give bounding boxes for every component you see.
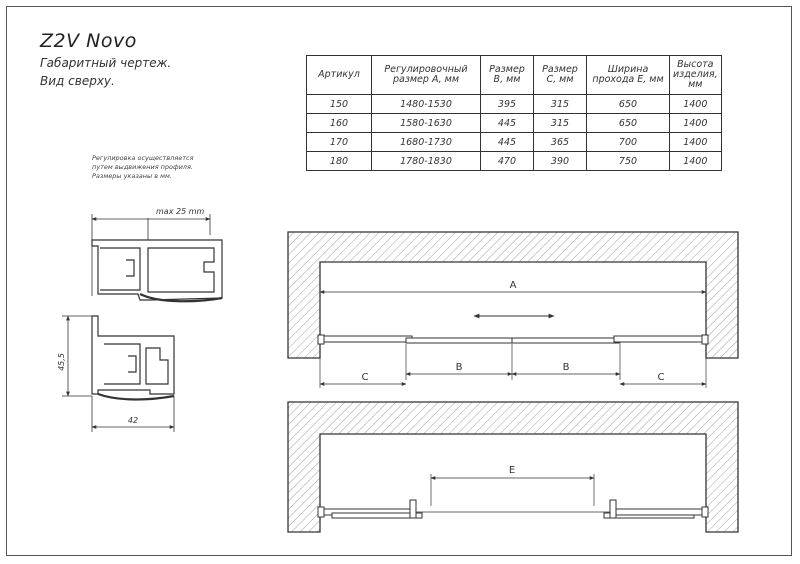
cell-passage-e: 650 [587, 114, 670, 133]
fixed-panel-right [614, 336, 706, 342]
plan-view-open [288, 402, 738, 532]
cell-size-c: 315 [534, 95, 587, 114]
cell-article: 170 [307, 133, 372, 152]
adjustment-note-line-3: Размеры указаны в мм. [92, 172, 172, 180]
drawing-title: Z2V Novo [40, 30, 137, 52]
cell-height: 1400 [670, 152, 722, 171]
cell-size-a: 1580-1630 [372, 114, 481, 133]
profile-outline [92, 316, 174, 394]
cell-article: 180 [307, 152, 372, 171]
profile-clip [128, 356, 136, 372]
cell-size-b: 470 [481, 152, 534, 171]
cell-size-b: 445 [481, 114, 534, 133]
label-c-right: C [657, 372, 665, 383]
col-size-a: Регулировочный размер A, мм [372, 56, 481, 95]
drawing-view-label: Вид сверху. [40, 74, 115, 88]
cell-size-a: 1480-1530 [372, 95, 481, 114]
profile-inner [104, 344, 140, 384]
col-article: Артикул [307, 56, 372, 95]
wall-profile-right [702, 335, 708, 344]
profile-outline [92, 240, 222, 300]
col-size-b: Размер B, мм [481, 56, 534, 95]
label-e: E [508, 465, 516, 476]
label-max: max 25 mm [156, 207, 205, 216]
door-panel-right [512, 338, 620, 343]
cell-passage-e: 750 [587, 152, 670, 171]
wall-profile-left [318, 335, 324, 344]
profile-section-top [92, 214, 222, 301]
adjustment-note-line-2: путем выдвижения профиля. [92, 163, 193, 171]
label-height: 45,5 [57, 353, 66, 371]
cell-article: 150 [307, 95, 372, 114]
cell-passage-e: 650 [587, 95, 670, 114]
door-handle-right [610, 500, 616, 518]
adjustment-note-line-1: Регулировка осуществляется [92, 154, 194, 162]
plan-view-closed [288, 232, 738, 388]
drawing-subtitle: Габаритный чертеж. [40, 56, 172, 70]
cell-size-a: 1680-1730 [372, 133, 481, 152]
label-width: 42 [127, 416, 139, 425]
label-b-right: B [562, 362, 570, 373]
fixed-panel-right [610, 509, 706, 515]
cell-size-c: 390 [534, 152, 587, 171]
door-handle-left [410, 500, 416, 518]
label-c-left: C [361, 372, 369, 383]
cell-article: 160 [307, 114, 372, 133]
cell-size-b: 395 [481, 95, 534, 114]
col-height: Высота изделия, мм [670, 56, 722, 95]
cell-height: 1400 [670, 95, 722, 114]
label-a: A [509, 280, 517, 291]
cell-size-b: 445 [481, 133, 534, 152]
label-b-left: B [455, 362, 463, 373]
cell-size-c: 365 [534, 133, 587, 152]
col-size-c: Размер C, мм [534, 56, 587, 95]
cell-size-c: 315 [534, 114, 587, 133]
cell-size-a: 1780-1830 [372, 152, 481, 171]
cell-passage-e: 700 [587, 133, 670, 152]
cell-height: 1400 [670, 133, 722, 152]
door-panel-left [406, 338, 512, 343]
profile-slide [148, 248, 214, 292]
cell-height: 1400 [670, 114, 722, 133]
col-passage-e: Ширина прохода E, мм [587, 56, 670, 95]
profile-seal [98, 394, 174, 400]
profile-section-bottom [62, 316, 174, 432]
profile-slide [146, 348, 168, 384]
profile-clip [126, 260, 134, 276]
wall-profile-right [702, 507, 708, 517]
door-panel-left [332, 513, 422, 518]
fixed-panel-left [320, 336, 412, 342]
wall-profile-left [318, 507, 324, 517]
